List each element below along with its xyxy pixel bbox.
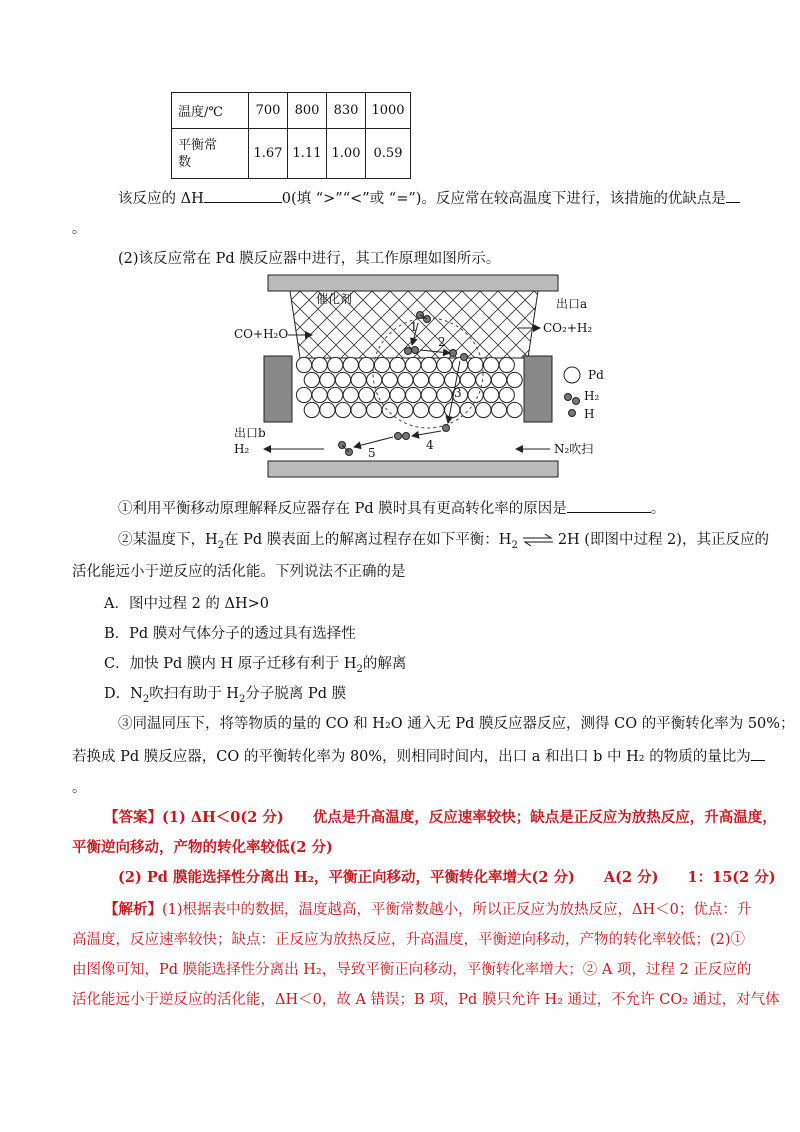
answer-blank [204, 188, 282, 203]
analysis-line-2: 高温度，反应速率较快；缺点：正反应为放热反应，升高温度，平衡逆向移动，产物的转化率较低；(2)① [72, 932, 746, 948]
pd-atom [359, 357, 374, 372]
h2-legend-icon [573, 398, 580, 405]
pd-atom [328, 387, 343, 402]
pd-atom [406, 357, 421, 372]
pd-legend-label: Pd [588, 368, 604, 382]
h2-legend-label: H₂ [584, 389, 600, 403]
pd-atom [304, 372, 319, 387]
answer-line-1: 【答案】(1) ΔH＜0(2 分) 优点是升高温度，反应速率较快；缺点是正反应为放热反应，升高温度， [104, 809, 777, 826]
table-cell: 1.67 [249, 129, 288, 179]
question-sub-3-end: 。 [72, 780, 87, 796]
pd-membrane-reactor-diagram [228, 273, 608, 493]
table-cell: 700 [249, 93, 288, 129]
pd-atom [507, 402, 522, 417]
constant-header: 平衡常 数 [172, 129, 249, 179]
pd-atom [390, 357, 405, 372]
option-a: A．图中过程 2 的 ΔH>0 [104, 596, 270, 612]
pd-atom [351, 402, 366, 417]
analysis-line-3: 由图像可知，Pd 膜能选择性分离出 H₂，导致平衡正向移动，平衡转化率增大；② A 项，过程 2 正反应的 [72, 962, 752, 978]
pd-atom [429, 402, 444, 417]
answer-blank [751, 746, 765, 761]
question-sub-3-cont: 若换成 Pd 膜反应器，CO 的平衡转化率为 80%，则相同时间内，出口 a 和出口 b 中 H₂ 的物质的量比为 [72, 746, 765, 767]
pd-atom [343, 387, 358, 402]
pd-atom [312, 387, 327, 402]
pd-atom [429, 372, 444, 387]
pd-atom [343, 357, 358, 372]
pd-legend-icon [564, 367, 580, 383]
step-1-label: 1 [410, 320, 418, 334]
outlet-a-label: 出口a [556, 297, 588, 311]
table-cell: 830 [327, 93, 366, 129]
pd-atom [421, 387, 436, 402]
pd-atom [335, 372, 350, 387]
step-5-label: 5 [368, 446, 376, 460]
step-3-label: 3 [454, 386, 462, 400]
pd-atom [312, 357, 327, 372]
inlet-label: CO+H₂O [234, 327, 289, 341]
answer-line-2: 平衡逆向移动，产物的转化率较低(2 分) [72, 839, 333, 856]
analysis-tag: 【解析】 [104, 901, 162, 918]
question-sub-2: ②某温度下，$H_2$在 Pd 膜表面上的解离过程存在如下平衡：$H_2$ 2H (即图中过程 2)，其正反应的 [118, 532, 769, 551]
question-sub-1: ①利用平衡移动原理解释反应器存在 Pd 膜时具有更高转化率的原因是 。 [118, 498, 665, 519]
pd-atom [390, 387, 405, 402]
left-block [264, 356, 292, 422]
analysis-line-4: 活化能远小于逆反应的活化能，ΔH＜0，故 A 错误；B 项，Pd 膜只允许 H₂ 通过，不允许 CO₂ 通过，对气体 [72, 992, 780, 1008]
reactor-top-wall [268, 275, 558, 291]
pd-atom [328, 357, 343, 372]
table-cell: 800 [288, 93, 327, 129]
pd-atom [507, 372, 522, 387]
answer-line-3: (2) Pd 膜能选择性分离出 H₂，平衡正向移动，平衡转化率增大(2 分) A(2 分) 1：15(2 分) [118, 869, 776, 886]
answer-blank [726, 188, 740, 203]
pd-atom [421, 357, 436, 372]
table-cell: 1.00 [327, 129, 366, 179]
step-2-label: 2 [438, 335, 446, 349]
h-atom [461, 354, 468, 361]
pd-atom [476, 402, 491, 417]
answer-blank [567, 498, 651, 513]
pd-atom [460, 372, 475, 387]
pd-atom [413, 402, 428, 417]
pd-atom [398, 402, 413, 417]
table-cell: 1000 [366, 93, 411, 129]
h-legend-icon [569, 410, 576, 417]
analysis-line-1: 【解析】(1)根据表中的数据，温度越高，平衡常数越小，所以正反应为放热反应，ΔH＜0；优点：升 [104, 901, 752, 918]
table-cell: 1.11 [288, 129, 327, 179]
right-block [524, 356, 552, 422]
pd-atom [296, 357, 311, 372]
outlet-b-label: 出口b [234, 426, 266, 440]
pd-atom [374, 357, 389, 372]
pd-atom [499, 387, 514, 402]
question-line-3: (2)该反应常在 Pd 膜反应器中进行，其工作原理如图所示。 [118, 251, 501, 267]
catalyst-label: 催化剂 [316, 292, 353, 306]
temperature-header: 温度/℃ [172, 93, 249, 129]
pd-atom [491, 372, 506, 387]
question-sub-3: ③同温同压下，将等物质的量的 CO 和 H₂O 通入无 Pd 膜反应器反应，测得 CO 的平衡转化率为 50%； [118, 716, 795, 732]
pd-atom [445, 402, 460, 417]
pd-atom [374, 387, 389, 402]
pd-membrane [296, 357, 522, 417]
pd-atom [484, 387, 499, 402]
pd-atom [491, 402, 506, 417]
n2-purge-label: N₂吹扫 [554, 442, 594, 456]
question-line-2: 。 [72, 221, 87, 237]
pd-atom [382, 372, 397, 387]
pd-atom [367, 372, 382, 387]
option-d: D．$N_2$吹扫有助于 $H_2$分子脱离 Pd 膜 [104, 686, 347, 705]
pd-atom [398, 372, 413, 387]
pd-atom [367, 402, 382, 417]
pd-atom [484, 357, 499, 372]
answer-tag: 【答案】 [104, 809, 162, 826]
h-atom [443, 425, 450, 432]
h2-legend-icon [565, 394, 572, 401]
option-b: B．Pd 膜对气体分子的透过具有选择性 [104, 626, 356, 642]
pd-atom [499, 357, 514, 372]
option-c: C．加快 Pd 膜内 H 原子迁移有利于 $H_2$的解离 [104, 656, 407, 675]
pd-atom [468, 387, 483, 402]
equilibrium-arrow-icon [521, 534, 555, 546]
pd-atom [413, 372, 428, 387]
question-line-1: 该反应的 ΔH 0(填 “>”“<”或 “=”)。反应常在较高温度下进行，该措施的优缺点是 [118, 188, 740, 209]
pd-atom [437, 387, 452, 402]
pd-atom [304, 402, 319, 417]
pd-atom [437, 357, 452, 372]
outlet-product-label: CO₂+H₂ [543, 321, 593, 335]
h2-molecule [405, 348, 412, 355]
pd-atom [320, 372, 335, 387]
equilibrium-constant-table [171, 92, 411, 179]
pd-atom [320, 402, 335, 417]
pd-atom [351, 372, 366, 387]
reactor-bottom-wall [268, 461, 558, 477]
pd-atom [359, 387, 374, 402]
step-4-label: 4 [426, 438, 434, 452]
pd-atom [406, 387, 421, 402]
h2-molecule [412, 347, 419, 354]
pd-atom [296, 387, 311, 402]
h2-out-label: H₂ [234, 442, 250, 456]
h-atom [403, 433, 410, 440]
pd-atom [335, 402, 350, 417]
question-sub-2-cont: 活化能远小于逆反应的活化能。下列说法不正确的是 [72, 564, 406, 580]
h-atom [450, 350, 457, 357]
h-legend-label: H [584, 407, 595, 421]
h-atom [395, 433, 402, 440]
pd-atom [382, 402, 397, 417]
table-cell: 0.59 [366, 129, 411, 179]
process-4-arrow [412, 431, 441, 436]
